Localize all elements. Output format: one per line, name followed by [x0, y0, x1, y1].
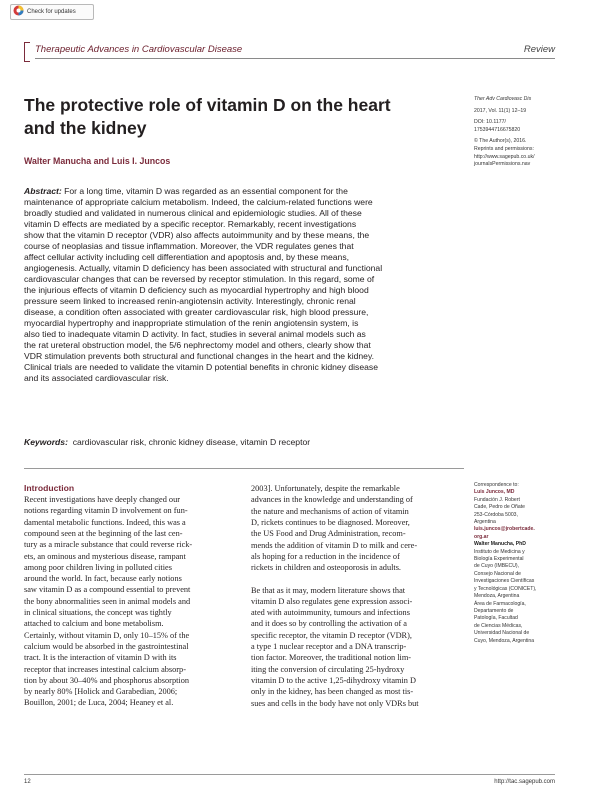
abstract-line: pressure seem linked to increased renin-angiotensin activity. Interestingly, chronic renal: [24, 296, 356, 306]
body-line: advances in the knowledge and understanding of: [251, 495, 413, 505]
page-number: 12: [24, 779, 31, 785]
body-line: ets, an ominous and mysterious disease, rampant: [24, 551, 186, 561]
body-line: the bony abnormalities seen in animal models and: [24, 596, 191, 606]
abstract-line: angiogenesis. Actually, vitamin D deficiency has been associated with structural and functional: [24, 263, 383, 273]
abstract-line: cardiovascular changes that can be reversed by receptor stimulation. In this regard, some of: [24, 274, 375, 284]
address-line: 253-Córdoba 5003,: [474, 511, 518, 518]
body-line: compound seen at the beginning of the last cen-: [24, 528, 183, 538]
reprints-link[interactable]: journalsPermissions.nav: [474, 161, 531, 168]
second-author: Walter Manucha, PhD: [474, 541, 526, 548]
body-line: the nature and mechanisms of action of vitamin: [251, 506, 409, 516]
body-line: by nearly 80% [Holick and Garabedian, 2006;: [24, 687, 178, 697]
correspondence: [474, 482, 592, 645]
abstract-line: myocardial hypertrophy and inappropriate stimulation of the renin angiotensin system, is: [24, 318, 359, 328]
abstract-line: Abstract: For a long time, vitamin D was regarded as an essential component for the: [24, 186, 348, 196]
crossmark-icon: [13, 3, 24, 21]
section-divider: [24, 468, 464, 469]
body-line: D, rickets continues to be diagnosed. Moreover,: [251, 517, 410, 527]
keywords-label: Keywords:: [24, 437, 68, 447]
doi[interactable]: 1753944716675820: [474, 126, 521, 133]
body-line: saw vitamin D as a compound essential to prevent: [24, 585, 191, 595]
body-line: mends the addition of vitamin D to milk and cere-: [251, 540, 418, 550]
body-line: iting the conversion of circulating 25-hydroxy: [251, 664, 405, 674]
address-line: Instituto de Medicina y: [474, 548, 525, 555]
abstract-line: and its associated cardiovascular risk.: [24, 373, 169, 383]
keywords: [24, 437, 310, 447]
title-line: The protective role of vitamin D on the heart: [24, 95, 391, 115]
article-title: [24, 94, 454, 140]
authors: Walter Manucha and Luis I. Juncos: [24, 156, 171, 166]
address-line: y Tecnológicas (CONICET),: [474, 585, 537, 592]
correspondence-label: Correspondence to:: [474, 482, 519, 488]
body-line: rickets in children and osteoporosis in adults.: [251, 563, 402, 573]
body-line: Bouillon, 2001; de Luca, 2004; Heaney et al.: [24, 698, 174, 708]
title-line: and the kidney: [24, 118, 147, 138]
reprints-link[interactable]: http://www.sagepub.co.uk/: [474, 153, 535, 160]
email-link[interactable]: luis.juncos@jrobertcade.: [474, 526, 535, 533]
abstract-line: course of neoplasias and tissue inflammation. Moreover, the VDR regulates genes that: [24, 241, 354, 251]
address-line: Departamento de: [474, 607, 514, 614]
body-line: tract. It is the interaction of vitamin D with its: [24, 653, 177, 663]
body-line: in clinical situations, the concept was tightly: [24, 608, 172, 617]
journal-abbreviation: Ther Adv Cardiovasc Dis: [474, 96, 532, 102]
abstract-line: show that the vitamin D receptor (VDR) also affects autoimmunity and by these means, the: [24, 230, 370, 240]
address-line: Cuyo, Mendoza, Argentina: [474, 637, 535, 644]
address-line: Mendoza, Argentina: [474, 593, 520, 600]
abstract-label: Abstract:: [24, 186, 62, 196]
address-line: Biología Experimental: [474, 556, 524, 563]
body-line: Certainly, without vitamin D, only 10–15% of the: [24, 630, 190, 640]
body-line: around the world. In fact, because early notions: [24, 574, 182, 584]
body-line: Recent investigations have deeply changed our: [24, 495, 180, 504]
doi[interactable]: DOI: 10.1177/: [474, 119, 506, 126]
body-line: receptor that increases intestinal calcium absorp-: [24, 664, 186, 674]
body-line: specific receptor, the vitamin D receptor (VDR),: [251, 630, 412, 640]
address-line: Cade, Pedro de Oñate: [474, 504, 525, 511]
header-rule: [35, 58, 555, 59]
abstract-line: broadly studied and validated in numerous clinical and epidemiologic studies. All of these: [24, 208, 362, 218]
corresponding-author: Luis Juncos, MD: [474, 489, 515, 496]
body-line: notions regarding vitamin D involvement on fun-: [24, 506, 188, 516]
body-line: Be that as it may, modern literature shows that: [251, 585, 406, 595]
journal-url[interactable]: http://tac.sagepub.com: [494, 779, 555, 785]
body-line: sues and cells in the body have not only VDRs but: [251, 698, 419, 708]
body-line: the US Food and Drug Administration, recom-: [251, 529, 406, 539]
article-metadata: [474, 96, 592, 169]
email-link[interactable]: org.ar: [474, 533, 489, 540]
body-line: and it does so by controlling the activation of a: [251, 619, 407, 629]
introduction-heading: Introduction: [24, 483, 75, 493]
body-line: als hoping for a reduction in the incidence of: [251, 551, 400, 561]
abstract-line: maintenance of appropriate calcium metabolism. Indeed, the calcium-related functions were: [24, 197, 373, 207]
body-line: tion by about 30–40% and phosphorus absorption: [24, 675, 190, 685]
address-line: Fundación J. Robert: [474, 496, 520, 503]
abstract-line: disease, a condition often associated with greater cardiovascular risk, high blood pressure,: [24, 307, 369, 317]
address-line: Universidad Nacional de: [474, 630, 530, 637]
address-line: Argentina: [474, 519, 496, 526]
header-bracket: [24, 42, 30, 62]
badge-label: Check for updates: [27, 9, 76, 15]
volume-info: 2017, Vol. 11(1) 12–19: [474, 107, 527, 114]
body-line: vitamin D to the active 1,25-dihydroxy vitamin D: [251, 675, 416, 685]
body-line: calcium would be absorbed in the gastrointestinal: [24, 641, 189, 651]
address-line: Consejo Nacional de: [474, 570, 522, 577]
copyright: © The Author(s), 2016.: [474, 138, 527, 145]
footer-rule: [24, 774, 555, 775]
address-line: de Ciencias Médicas,: [474, 622, 523, 629]
body-line: tion factor. Moreover, the traditional notion lim-: [251, 653, 412, 663]
abstract-line: Clinical trials are needed to validate the vitamin D potential benefits in chronic kidney disease: [24, 362, 378, 372]
reprints-label: Reprints and permissions:: [474, 145, 534, 152]
abstract-line: also tied to inadequate vitamin D activity. In fact, studies in several animal models such as: [24, 329, 366, 339]
abstract-line: affect cellular activity including cell differentiation and apoptosis and, by these means,: [24, 252, 350, 262]
body-line: ated with autoimmunity, tumours and infections: [251, 608, 410, 618]
body-line: among poor children living in polluted cities: [24, 562, 172, 572]
article-type: Review: [523, 44, 555, 55]
keywords-text: cardiovascular risk, chronic kidney disease, vitamin D receptor: [72, 437, 311, 447]
body-line: vitamin D also regulates gene expression associ-: [251, 596, 413, 606]
address-line: de Cuyo (IMBECU),: [474, 563, 520, 570]
address-line: Área de Farmacología,: [474, 600, 526, 607]
address-line: Patología, Facultad: [474, 615, 518, 622]
journal-name: Therapeutic Advances in Cardiovascular Disease: [35, 44, 243, 55]
abstract-line: the injurious effects of vitamin D deficiency such as myocardial hypertrophy and high blood: [24, 285, 369, 295]
body-line: attached to calcium and bone metabolism.: [24, 619, 164, 629]
body-line: a type 1 nuclear receptor and a DNA transcrip-: [251, 642, 407, 651]
address-line: Investigaciones Científicas: [474, 578, 535, 585]
body-line: only in the kidney, has been changed as most tis-: [251, 687, 414, 697]
body-line: tury as a miracle substance that could reverse rick-: [24, 540, 193, 550]
abstract-line: vitamin D effects are mediated by a specific receptor. Remarkably, recent investigations: [24, 219, 357, 229]
body-line: 2003]. Unfortunately, despite the remarkable: [251, 484, 400, 493]
body-line: damental metabolic functions. Indeed, this was a: [24, 517, 186, 527]
abstract-line: the rat ureteral obstruction model, the 5/6 nephrectomy model and others, clearly show that: [24, 340, 371, 350]
check-for-updates-badge[interactable]: [10, 4, 94, 20]
abstract-line: VDR stimulation prevents both structural and functional changes in the heart and the kidney.: [24, 351, 375, 361]
